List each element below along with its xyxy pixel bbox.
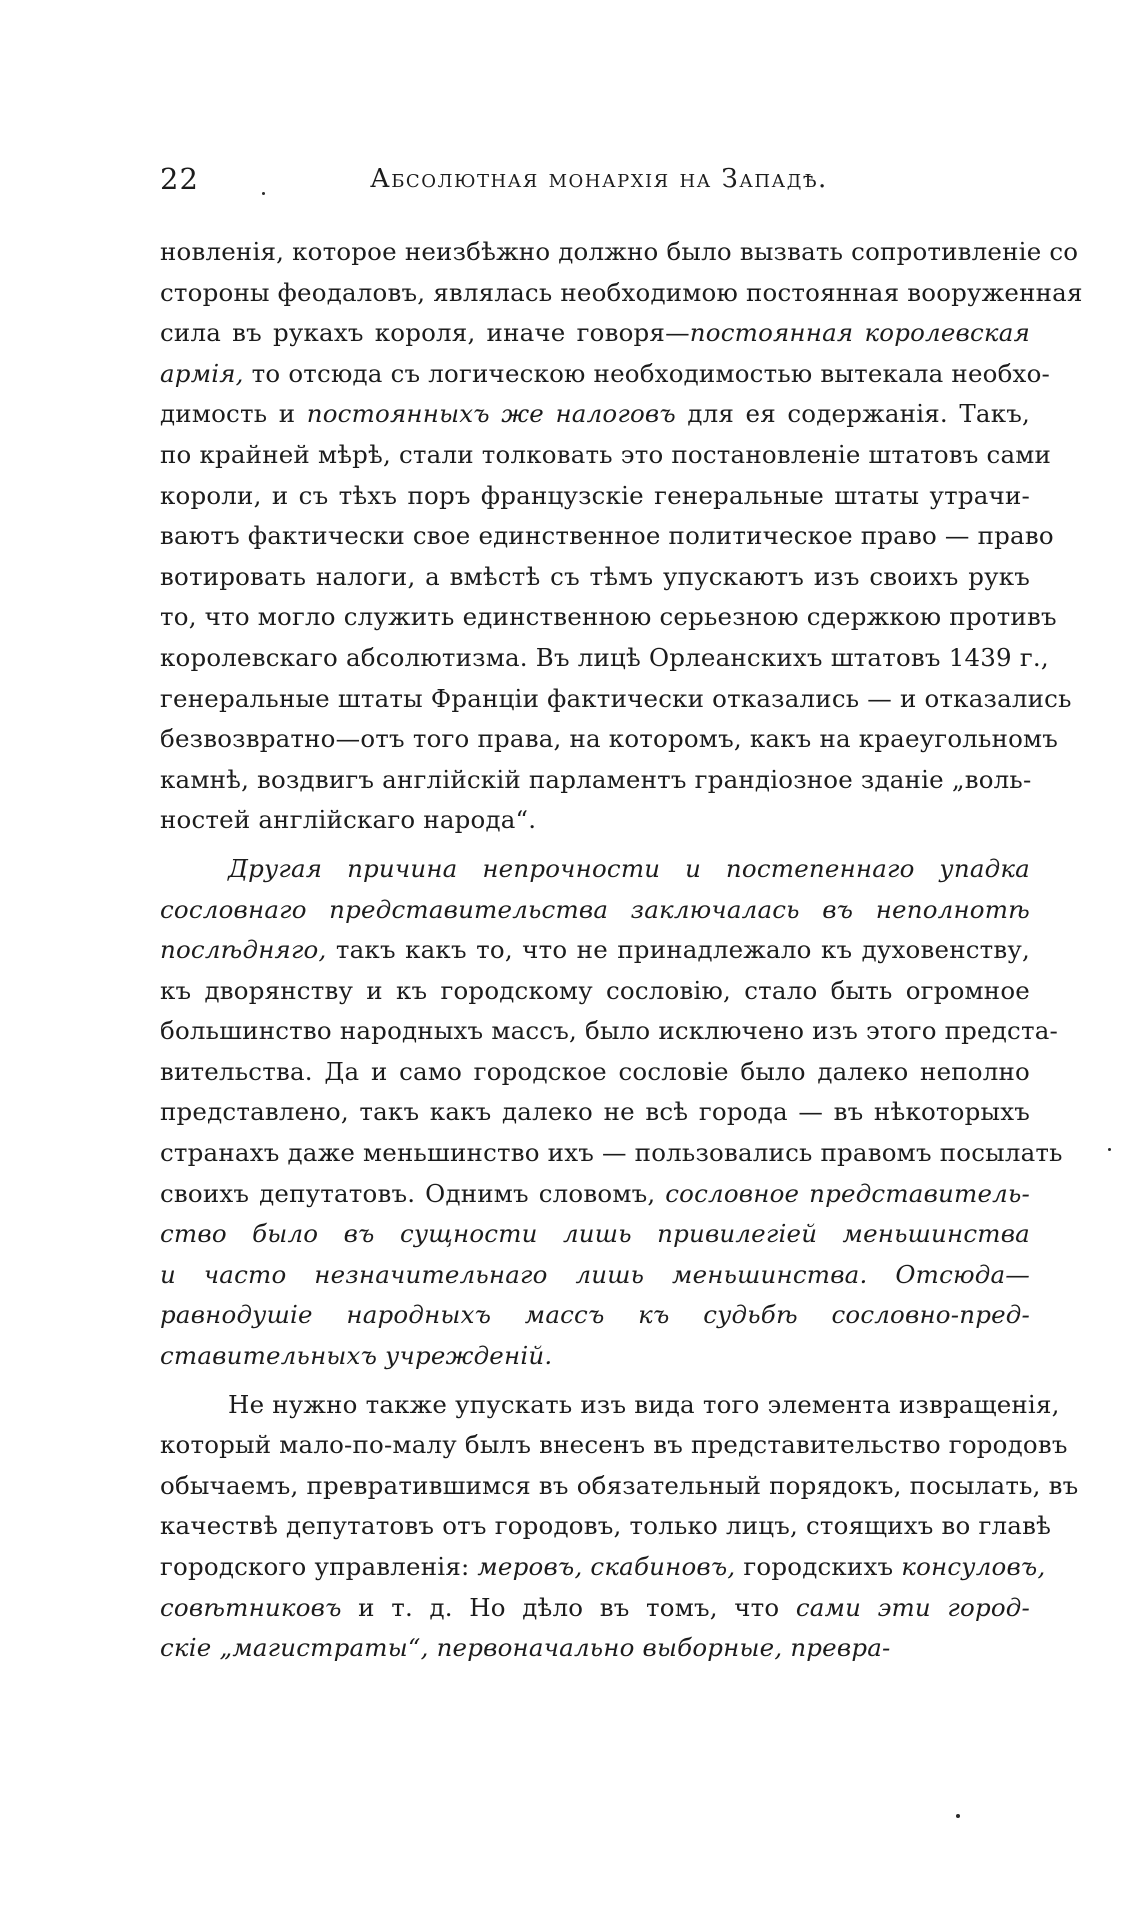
- text-segment: камнѣ, воздвигъ англійскій парламентъ грандіозное зданіе „воль-: [160, 764, 1032, 794]
- text-line: [160, 1547, 1046, 1588]
- italic-text: скіе „магистраты“, первоначально выборные, превра-: [160, 1633, 891, 1663]
- text-line: [160, 800, 1030, 841]
- text-line: [160, 516, 1054, 557]
- paragraph-gap: [160, 1377, 1030, 1385]
- italic-text: Другая причина непрочности и постепеннаго упадка: [228, 853, 1030, 883]
- paragraph: [160, 849, 1063, 1377]
- running-head: [160, 162, 1030, 202]
- page-number: 22: [160, 162, 199, 196]
- header-title: Абсолютная монархія на Западѣ.: [370, 164, 828, 194]
- text-line: [160, 476, 1030, 517]
- text-line: [160, 273, 1083, 314]
- text-segment: стороны феодаловъ, являлась необходимою постоянная вооруженная: [160, 277, 1083, 307]
- text-segment: для ея содержанія. Такъ,: [675, 399, 1030, 429]
- body-text: [160, 232, 1083, 1669]
- text-line: [160, 232, 1079, 273]
- text-segment: то отсюда съ логическою необходимостью вытекала необхо-: [243, 358, 1050, 388]
- text-line: [160, 719, 1059, 760]
- text-segment: который мало-по-малу былъ внесенъ въ представительство городовъ: [160, 1430, 1068, 1460]
- scan-speck: [262, 192, 265, 195]
- text-line: [160, 1385, 1060, 1426]
- text-segment: вотировать налоги, а вмѣстѣ съ тѣмъ упускаютъ изъ своихъ рукъ: [160, 561, 1030, 591]
- text-line: [160, 557, 1030, 598]
- text-line: [160, 1052, 1030, 1093]
- text-segment: странахъ даже меньшинство ихъ — пользовались правомъ посылать: [160, 1138, 1063, 1168]
- text-segment: къ дворянству и къ городскому сословію, стало быть огромное: [160, 975, 1030, 1005]
- italic-text: консуловъ,: [901, 1552, 1046, 1581]
- text-line: [160, 890, 1030, 931]
- text-segment: городского управленія:: [160, 1552, 478, 1581]
- text-segment: и т. д. Но дѣло въ томъ, что: [341, 1592, 796, 1622]
- text-line: [160, 1295, 1030, 1336]
- italic-text: сословнаго представительства заключалась въ неполнотѣ: [160, 894, 1030, 924]
- italic-text: меровъ, скабиновъ,: [477, 1552, 736, 1581]
- text-line: [160, 1092, 1030, 1133]
- text-segment: по крайней мѣрѣ, стали толковать это постановленіе штатовъ сами: [160, 439, 1052, 469]
- text-segment: королевскаго абсолютизма. Въ лицѣ Орлеанскихъ штатовъ 1439 г.,: [160, 642, 1049, 672]
- text-line: [160, 849, 1030, 890]
- text-line: [160, 679, 1072, 720]
- text-line: [160, 394, 1030, 435]
- text-segment: городскихъ: [735, 1552, 902, 1581]
- italic-text: армія,: [160, 358, 244, 388]
- italic-text: послѣдняго,: [160, 935, 327, 965]
- text-segment: новленія, которое неизбѣжно должно было вызвать сопротивленіе со: [160, 237, 1079, 266]
- text-segment: сила въ рукахъ короля, иначе говоря—: [160, 318, 690, 348]
- text-segment: обычаемъ, превратившимся въ обязательный порядокъ, посылать, въ: [160, 1470, 1079, 1500]
- italic-text: сами эти город-: [795, 1592, 1030, 1622]
- text-segment: такъ какъ то, что не принадлежало къ духовенству,: [326, 935, 1030, 965]
- italic-text: ставительныхъ учрежденій.: [160, 1341, 553, 1371]
- italic-text: совѣтниковъ: [160, 1592, 342, 1622]
- text-line: [160, 313, 1030, 354]
- text-line: [160, 1011, 1058, 1052]
- italic-text: постоянная королевская: [689, 318, 1030, 348]
- text-line: [160, 597, 1057, 638]
- text-segment: большинство народныхъ массъ, было исключено изъ этого предста-: [160, 1016, 1058, 1046]
- text-segment: вительства. Да и само городское сословіе было далеко неполно: [160, 1056, 1030, 1086]
- scan-speck: [956, 1814, 960, 1818]
- text-line: [160, 1255, 1030, 1296]
- text-line: [160, 354, 1050, 395]
- text-segment: представлено, такъ какъ далеко не всѣ города — въ нѣкоторыхъ: [160, 1097, 1030, 1127]
- text-line: [160, 1506, 1052, 1547]
- text-line: [160, 435, 1052, 476]
- text-line: [160, 1588, 1030, 1629]
- italic-text: равнодушіе народныхъ массъ къ судьбѣ сословно-пред-: [160, 1300, 1030, 1330]
- text-line: [160, 638, 1049, 679]
- text-line: [160, 1466, 1079, 1507]
- italic-text: ство было въ сущности лишь привилегіей меньшинства: [160, 1219, 1030, 1249]
- text-line: [160, 971, 1030, 1012]
- text-segment: ваютъ фактически свое единственное политическое право — право: [160, 521, 1054, 551]
- text-segment: безвозвратно—отъ того права, на которомъ, какъ на краеугольномъ: [160, 724, 1059, 754]
- paragraph-gap: [160, 841, 1030, 849]
- text-segment: Не нужно также упускать изъ вида того элемента извращенія,: [228, 1389, 1060, 1419]
- text-segment: качествѣ депутатовъ отъ городовъ, только лицъ, стоящихъ во главѣ: [160, 1511, 1052, 1541]
- text-line: [160, 930, 1030, 971]
- text-line: [160, 1628, 1030, 1669]
- text-segment: то, что могло служить единственною серьезною сдержкою противъ: [160, 602, 1057, 632]
- paragraph: [160, 1385, 1079, 1669]
- text-line: [160, 1214, 1030, 1255]
- italic-text: постоянныхъ же налоговъ: [306, 399, 676, 429]
- text-segment: своихъ депутатовъ. Однимъ словомъ,: [160, 1178, 666, 1208]
- text-segment: димость и: [160, 399, 307, 429]
- text-line: [160, 1133, 1063, 1174]
- text-line: [160, 1425, 1068, 1466]
- italic-text: и часто незначительнаго лишь меньшинства. Отсюда—: [160, 1259, 1030, 1289]
- scan-speck: [1108, 1148, 1111, 1151]
- text-segment: генеральные штаты Франціи фактически отказались — и отказались: [160, 683, 1072, 713]
- text-segment: ностей англійскаго народа“.: [160, 805, 537, 835]
- italic-text: сословное представитель-: [665, 1178, 1030, 1208]
- paragraph: [160, 232, 1083, 841]
- text-segment: короли, и съ тѣхъ поръ французскіе генеральные штаты утрачи-: [160, 480, 1030, 510]
- text-line: [160, 760, 1030, 801]
- text-line: [160, 1336, 1030, 1377]
- text-line: [160, 1174, 1030, 1215]
